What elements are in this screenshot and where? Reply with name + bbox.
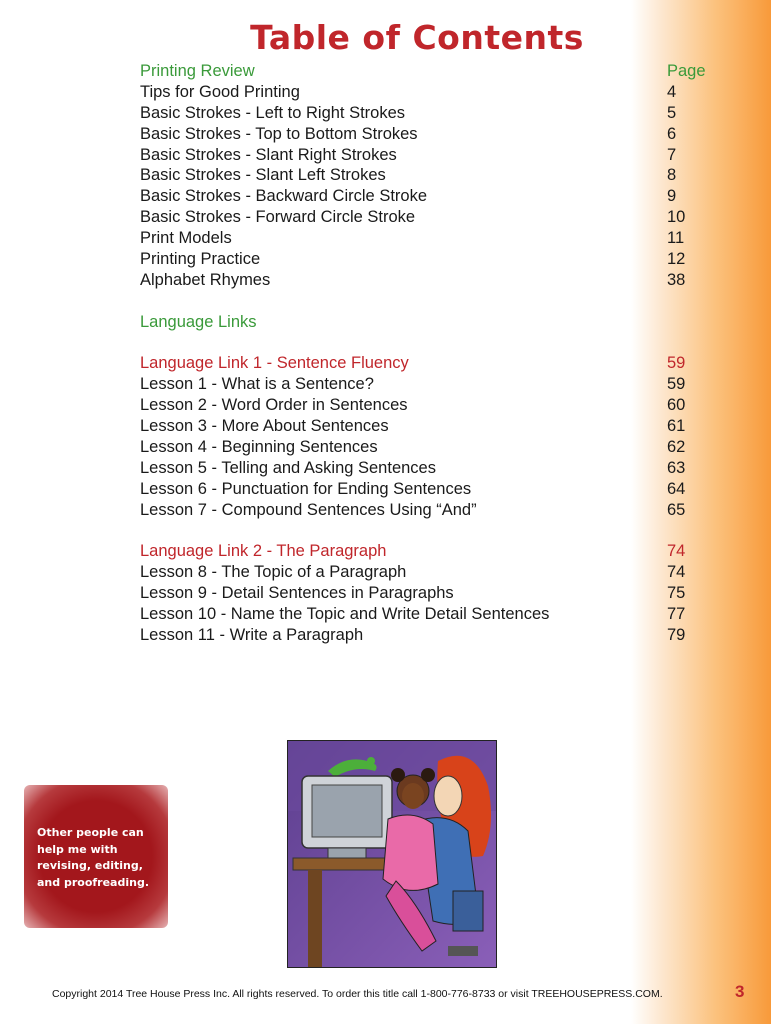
toc-entry-page: 9 [667,187,677,206]
toc-entry-label: Lesson 10 - Name the Topic and Write Detail Sentences [140,605,550,624]
toc-entry-page: 59 [667,354,686,373]
child-and-teacher-at-computer-illustration [287,740,497,968]
toc-entry-label: Basic Strokes - Left to Right Strokes [140,103,406,122]
toc-entry-label: Basic Strokes - Slant Left Strokes [140,166,386,185]
toc-entry [140,500,710,521]
toc-entry-label: Lesson 11 - Write a Paragraph [140,626,364,645]
toc-entry [140,625,710,646]
toc-entry [140,82,710,103]
toc-entry [140,458,710,479]
language-link-1-heading [140,353,710,374]
toc-entry-page: 79 [667,626,686,645]
toc-entry-label: Printing Practice [140,250,261,269]
spacer [140,521,710,542]
toc-entry-page: 64 [667,479,686,498]
toc-entry-label: Lesson 2 - Word Order in Sentences [140,396,408,415]
toc-entry-label: Print Models [140,229,232,248]
toc-entry [140,207,710,228]
toc-entry-label: Lesson 8 - The Topic of a Paragraph [140,563,407,582]
language-link-title: Language Link 2 - The Paragraph [140,542,387,561]
toc-entry-page: 4 [667,82,677,101]
toc-entry-label: Basic Strokes - Slant Right Strokes [140,145,397,164]
toc-entry-page: 74 [667,563,686,582]
toc-entry [140,249,710,270]
toc-entry-page: 74 [667,542,686,561]
toc-entry-page: 38 [667,270,686,289]
toc-entry [140,270,710,291]
toc-entry-label: Alphabet Rhymes [140,270,271,289]
toc-entry-page: 12 [667,250,686,269]
page-column-heading: Page [667,62,706,80]
language-link-title: Language Link 1 - Sentence Fluency [140,354,409,373]
toc-entry [140,228,710,249]
section-heading-language-links [140,312,710,333]
toc-entry-page: 75 [667,584,686,603]
section-heading-printing-review: Printing Review [140,62,255,80]
language-link-2-heading [140,541,710,562]
toc-entry [140,186,710,207]
toc-entry [140,479,710,500]
toc-entry-page: 7 [667,145,677,164]
page-title: Table of Contents [250,18,584,57]
toc-entry [140,583,710,604]
toc-entry-page: 6 [667,124,677,143]
tip-note-text: Other people can help me with revising, editing, and proofreading. [37,826,149,889]
tip-note-box [24,785,168,928]
toc-entry-label: Lesson 1 - What is a Sentence? [140,375,374,394]
toc-entry [140,124,710,145]
toc-entry-label: Basic Strokes - Forward Circle Stroke [140,208,416,227]
toc-entry-page: 5 [667,103,677,122]
toc-entry [140,395,710,416]
toc-entry-page: 62 [667,438,686,457]
toc-entry [140,103,710,124]
toc-entry-page: 60 [667,396,686,415]
toc-entry-label: Lesson 6 - Punctuation for Ending Sentences [140,479,472,498]
toc-entry [140,562,710,583]
toc-entry-page: 10 [667,208,686,227]
toc-entry [140,437,710,458]
toc-entry [140,374,710,395]
toc-entry-page: 11 [667,229,685,248]
toc-entry-page: 77 [667,605,686,624]
toc-entry [140,604,710,625]
toc-entry-label: Lesson 4 - Beginning Sentences [140,438,378,457]
toc-entry-page: 59 [667,375,686,394]
toc-entry-label: Tips for Good Printing [140,82,300,101]
toc-entry-label: Lesson 9 - Detail Sentences in Paragraphs [140,584,454,603]
toc-entry-label: Basic Strokes - Top to Bottom Strokes [140,124,418,143]
toc-entry [140,165,710,186]
toc-entry-page: 65 [667,500,686,519]
section-heading-label: Language Links [140,312,257,331]
toc-entry-page: 61 [667,417,686,436]
toc-header-row [140,61,710,82]
spacer [140,333,710,354]
toc-entry [140,145,710,166]
toc-entry-label: Basic Strokes - Backward Circle Stroke [140,187,428,206]
toc-entry [140,416,710,437]
toc-entry-label: Lesson 7 - Compound Sentences Using “And” [140,500,477,519]
toc-entry-page: 63 [667,458,686,477]
toc-entry-label: Lesson 5 - Telling and Asking Sentences [140,458,436,477]
copyright-footer: Copyright 2014 Tree House Press Inc. All rights reserved. To order this title call 1-800-776-8733 or visit TREEHOUSEPRESS.COM. [52,988,663,1000]
toc-entry-page: 8 [667,166,677,185]
toc-entry-label: Lesson 3 - More About Sentences [140,417,389,436]
table-of-contents [140,61,710,646]
page-number: 3 [735,982,745,1001]
spacer [140,291,710,312]
